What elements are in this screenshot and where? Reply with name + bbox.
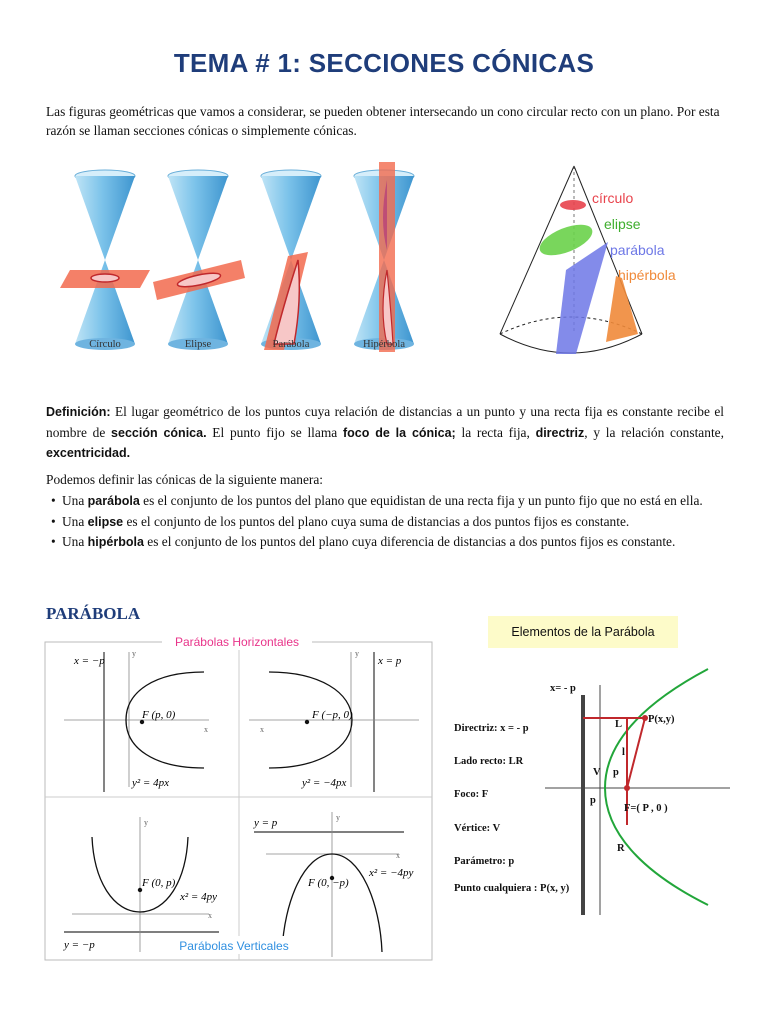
- elem-foco: Foco: F: [454, 789, 489, 800]
- elem-parametro: Parámetro: p: [454, 856, 515, 867]
- svg-text:x: x: [396, 851, 400, 860]
- cone-sections-figure: [60, 160, 420, 360]
- section-parabola: [556, 242, 608, 354]
- list-intro: Podemos definir las cónicas de la siguiente manera:: [46, 472, 324, 487]
- svg-text:p: p: [613, 767, 619, 778]
- term-excentricidad: excentricidad.: [46, 446, 131, 460]
- svg-text:x² = −4py: x² = −4py: [369, 867, 414, 879]
- svg-text:y: y: [144, 818, 148, 827]
- cone-ellipse: [153, 170, 245, 350]
- svg-text:y = p: y = p: [254, 817, 278, 829]
- cone-label-circle: Círculo: [89, 339, 121, 350]
- cone-parabola: [261, 170, 321, 350]
- horizontal-title: Parábolas Horizontales: [174, 635, 300, 649]
- intro-paragraph: Las figuras geométricas que vamos a considerar, se pueden obtener intersecando un cono circular recto con un plano. Por esta razón se llaman secciones cónicas o simplemente cónicas.: [46, 104, 720, 138]
- term-directriz: directriz: [535, 425, 585, 440]
- svg-text:F=( P , 0 ): F=( P , 0 ): [624, 803, 668, 814]
- definition-text-1: El lugar geométrico de los puntos cuya relación de distancias a un punto y una recta fija es constante recibe el nombre de: [46, 404, 724, 440]
- svg-text:F (−p, 0): F (−p, 0): [312, 709, 353, 721]
- panel-bottom-right: [253, 812, 414, 957]
- svg-text:y: y: [336, 813, 340, 822]
- definition-text-4: , y la relación constante,: [584, 424, 724, 440]
- svg-text:x = p: x = p: [378, 655, 402, 667]
- section-circle: [560, 200, 586, 210]
- vertical-title: Parábolas Verticales: [179, 939, 289, 953]
- svg-text:F (0, −p): F (0, −p): [308, 877, 349, 889]
- label-elipse: elipse: [604, 216, 641, 232]
- definition-paragraph: [46, 402, 724, 464]
- panel-bottom-left: [63, 817, 219, 952]
- svg-text:y² = 4px: y² = 4px: [132, 777, 169, 789]
- term-foco: foco de la cónica;: [342, 425, 456, 440]
- elem-lado-recto: Lado recto: LR: [454, 756, 524, 767]
- parabola-types-figure: [44, 632, 434, 962]
- single-cone-figure: [496, 158, 716, 370]
- svg-text:R: R: [617, 843, 625, 854]
- page-title: TEMA # 1: SECCIONES CÓNICAS: [173, 48, 595, 78]
- cone-circle: [60, 170, 150, 350]
- elements-title-box: Elementos de la Parábola: [488, 616, 678, 648]
- definition-label: Definición:: [46, 405, 111, 419]
- panel-top-left: [64, 649, 209, 792]
- label-circulo: círculo: [592, 190, 634, 206]
- section-heading-parabola: PARÁBOLA: [46, 604, 141, 623]
- section-ellipse: [536, 218, 597, 261]
- svg-text:V: V: [593, 767, 601, 778]
- svg-text:P(x,y): P(x,y): [648, 714, 675, 725]
- list-item: • Una parábola es el conjunto de los puntos del plano que equidistan de una recta fija y un punto fijo que no está en ella.: [46, 491, 726, 512]
- cone-label-hyperbola: Hipérbola: [363, 339, 405, 350]
- elem-vertice: Vértice: V: [454, 823, 501, 834]
- cone-label-ellipse: Elipse: [184, 339, 212, 350]
- svg-text:y² = −4px: y² = −4px: [302, 777, 347, 789]
- svg-text:x: x: [208, 911, 212, 920]
- label-hiperbola: hipérbola: [618, 267, 676, 283]
- term-parabola: parábola: [87, 494, 140, 508]
- section-hyperbola: [606, 276, 638, 342]
- svg-text:p: p: [590, 795, 596, 806]
- term-elipse: elipse: [87, 514, 124, 529]
- svg-text:y = −p: y = −p: [64, 939, 95, 951]
- svg-text:y: y: [132, 649, 136, 658]
- svg-text:F (p, 0): F (p, 0): [142, 709, 176, 721]
- definition-text-3: la recta fija,: [455, 424, 536, 440]
- parabola-elements-figure: [450, 665, 750, 915]
- cone-label-parabola: Parábola: [272, 339, 310, 350]
- svg-text:x = −p: x = −p: [74, 655, 105, 667]
- list-item: • Una hipérbola es el conjunto de los puntos del plano cuya diferencia de distancias a dos puntos fijos es constante.: [46, 532, 726, 553]
- svg-text:F (0, p): F (0, p): [142, 877, 176, 889]
- term-seccion-conica: sección cónica.: [111, 425, 207, 440]
- cone-hyperbola: [354, 162, 414, 352]
- elem-directriz: Directriz: x = - p: [454, 723, 529, 734]
- svg-text:x: x: [260, 725, 264, 734]
- term-hiperbola: hipérbola: [87, 535, 144, 549]
- parabola-curve: [605, 669, 708, 905]
- svg-text:l: l: [622, 747, 625, 758]
- conic-definitions-list: [46, 491, 726, 553]
- panel-top-right: [249, 649, 419, 792]
- svg-text:y: y: [355, 649, 359, 658]
- list-item: • Una elipse es el conjunto de los puntos del plano cuya suma de distancias a dos puntos fijos es constante.: [46, 512, 726, 533]
- label-parabola: parábola: [610, 242, 665, 258]
- svg-text:x: x: [204, 725, 208, 734]
- svg-text:x= - p: x= - p: [550, 683, 576, 694]
- definition-text-2: El punto fijo se llama: [206, 424, 343, 440]
- elem-punto: Punto cualquiera : P(x, y): [454, 883, 570, 894]
- svg-text:x² = 4py: x² = 4py: [180, 891, 217, 903]
- svg-text:L: L: [615, 719, 623, 730]
